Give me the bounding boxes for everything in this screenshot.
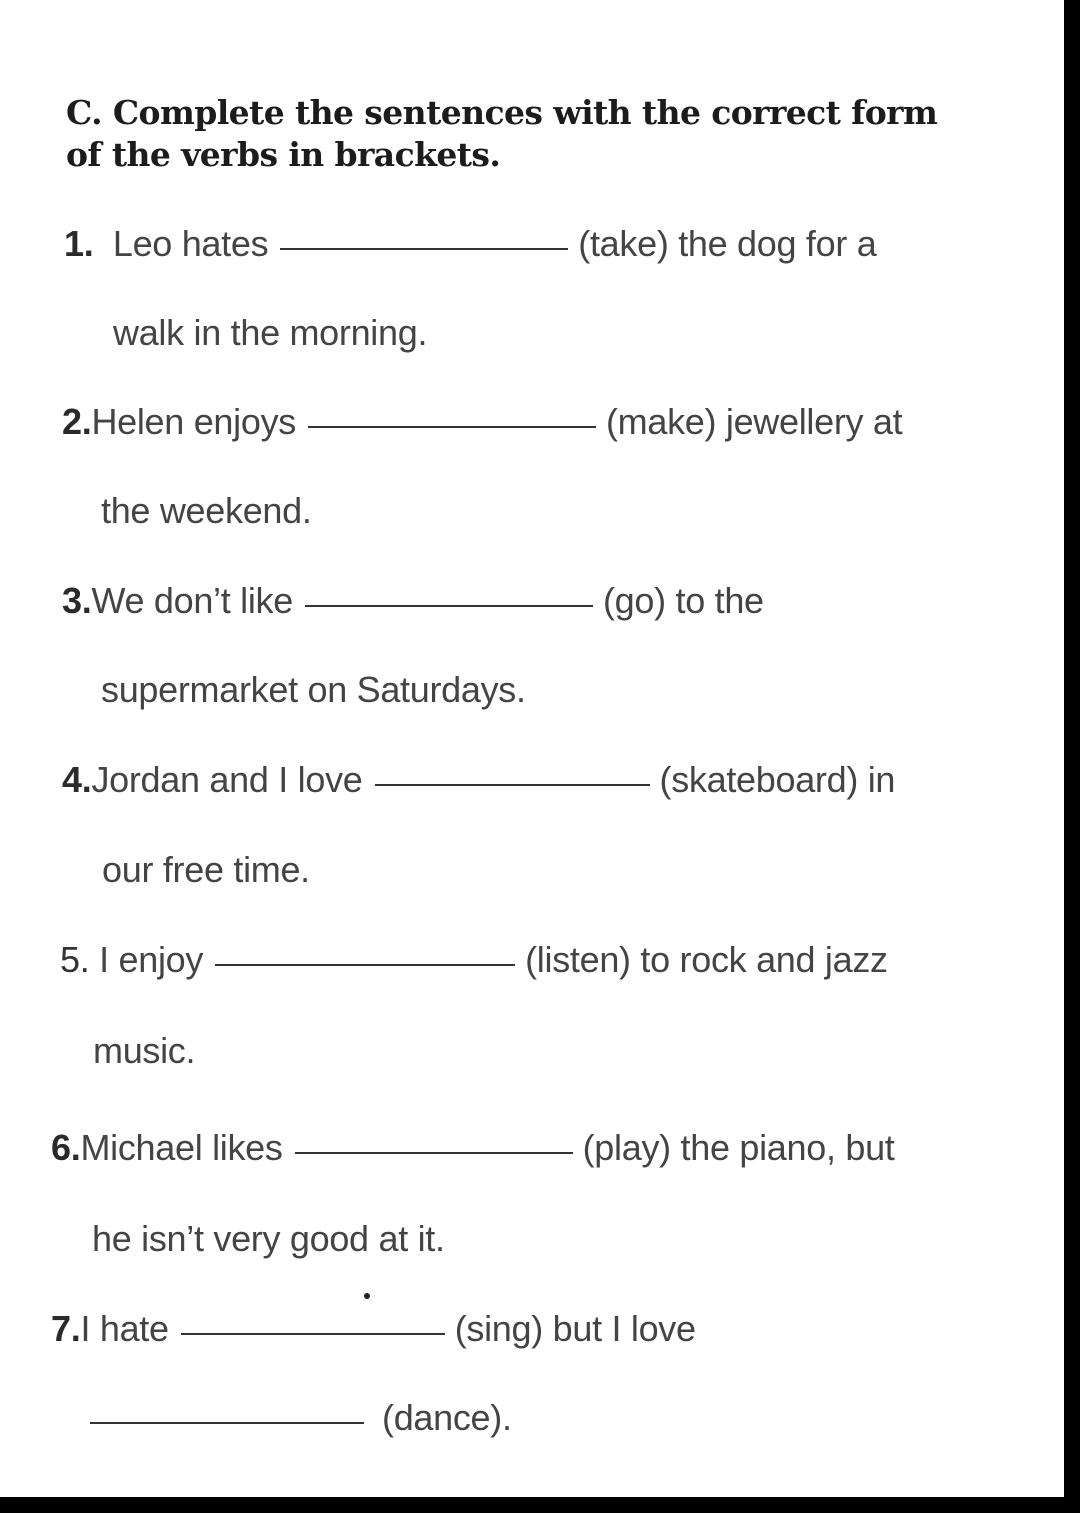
- item-number: 4.: [62, 759, 92, 800]
- sentence-text-before: Michael likes: [80, 1127, 283, 1168]
- answer-blank[interactable]: [305, 605, 593, 607]
- sentence-continuation: he isn’t very good at it.: [92, 1218, 445, 1259]
- sentence-continuation: [90, 1398, 512, 1438]
- sentence-3: [62, 581, 764, 621]
- sentence-continuation: the weekend.: [101, 490, 312, 531]
- sentence-text-before: Jordan and I love: [91, 759, 363, 800]
- answer-blank[interactable]: [280, 248, 568, 250]
- sentence-text-after: (make) jewellery at: [605, 401, 903, 442]
- answer-blank[interactable]: [295, 1152, 573, 1154]
- sentence-text-after: (go) to the: [602, 580, 764, 621]
- sentence-text-after: (sing) but I love: [454, 1308, 696, 1349]
- answer-blank[interactable]: [181, 1333, 445, 1335]
- answer-blank[interactable]: [308, 426, 596, 428]
- sentence-continuation: walk in the morning.: [113, 312, 428, 353]
- item-number: 5.: [60, 939, 90, 980]
- sentence-text-before: Leo hates: [112, 223, 269, 264]
- sentence-text-before: Helen enjoys: [91, 401, 296, 442]
- sentence-continuation: supermarket on Saturdays.: [101, 669, 526, 710]
- sentence-1: [64, 224, 876, 264]
- item-number: 7.: [51, 1308, 81, 1349]
- sentence-2: [62, 402, 902, 442]
- sentence-continuation: music.: [93, 1030, 196, 1071]
- answer-blank[interactable]: [215, 964, 515, 966]
- stray-dot: [364, 1293, 370, 1299]
- item-number: 6.: [51, 1127, 81, 1168]
- sentence-text-before: We don’t like: [91, 580, 293, 621]
- exercise-heading: C. Complete the sentences with the correct form of the verbs in brackets.: [66, 93, 938, 174]
- sentence-text-after: (listen) to rock and jazz: [525, 939, 888, 980]
- sentence-4: [62, 760, 895, 800]
- sentence-text-before: I enjoy: [99, 939, 204, 980]
- answer-blank[interactable]: [375, 784, 650, 786]
- sentence-text-after: (play) the piano, but: [582, 1127, 895, 1168]
- sentence-text-before: I hate: [80, 1308, 169, 1349]
- item-number: 2.: [62, 401, 92, 442]
- item-number: 1.: [64, 223, 94, 264]
- sentence-text-after: (skateboard) in: [659, 759, 896, 800]
- sentence-7: [51, 1309, 696, 1349]
- answer-blank[interactable]: [90, 1422, 364, 1424]
- item-number: 3.: [62, 580, 92, 621]
- sentence-6: [51, 1128, 895, 1168]
- sentence-text-after: (take) the dog for a: [578, 223, 877, 264]
- sentence-5: [60, 940, 888, 980]
- sentence-continuation: our free time.: [102, 849, 310, 890]
- sentence-text-after: (dance).: [382, 1397, 512, 1438]
